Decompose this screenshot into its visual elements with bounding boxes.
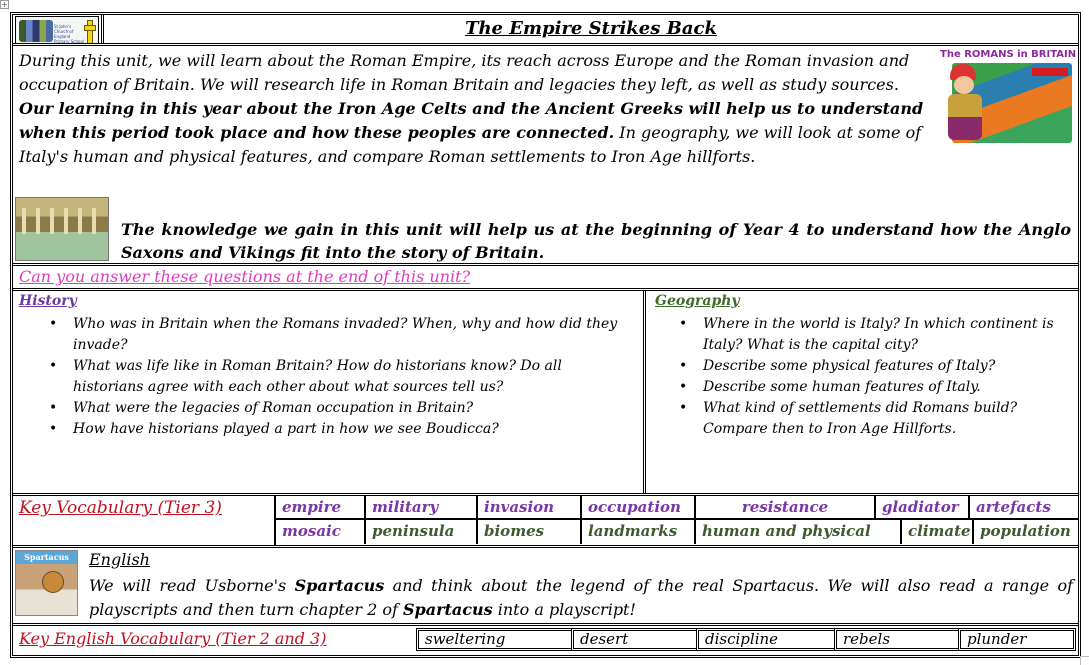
vocab-word: peninsula xyxy=(366,520,478,544)
knowledge-organiser xyxy=(10,12,1081,658)
vocab-word: desert xyxy=(571,628,696,651)
vocab-word: human and physical xyxy=(696,520,902,544)
columns xyxy=(22,208,102,234)
vocab-word: discipline xyxy=(696,628,834,651)
vocab-word: landmarks xyxy=(582,520,696,544)
vocab-word: occupation xyxy=(582,496,696,518)
school-logo-text: St John's Church of England Primary School xyxy=(54,24,85,44)
english-heading: English xyxy=(89,550,150,569)
english-description xyxy=(89,574,1073,622)
shield-illustration xyxy=(42,571,64,593)
list-item: • What kind of settlements did Romans build? Compare then to Iron Age Hillforts. xyxy=(679,398,1079,440)
vocab-word: climate xyxy=(902,520,974,544)
vocabulary-row-2 xyxy=(276,520,1078,544)
list-item: • How have historians played a part in how we see Boudicca? xyxy=(49,419,629,440)
roman-baths-photo xyxy=(15,197,109,261)
intro-text-part2: In geography, we will look at some of Italy's human and physical features, and compare Roman settlements to Iron Age hillforts. xyxy=(19,123,922,166)
key-vocabulary-label: Key Vocabulary (Tier 3) xyxy=(19,498,222,518)
romans-image-caption: The ROMANS in BRITAIN xyxy=(940,49,1077,60)
vocabulary-row-1 xyxy=(276,496,1078,520)
vocab-word: military xyxy=(366,496,478,518)
history-heading: History xyxy=(19,293,77,309)
english-section xyxy=(13,548,1078,626)
questions-prompt: Can you answer these questions at the end of this unit? xyxy=(19,267,471,286)
intro-text-bold: Our learning in this year about the Iron Age Celts and the Ancient Greeks will help us to understand when this period took place and how these peoples are connected. xyxy=(19,99,924,142)
list-item: • Who was in Britain when the Romans invaded? When, why and how did they invade? xyxy=(49,314,629,356)
romans-in-britain-image xyxy=(940,49,1077,145)
english-vocabulary-grid xyxy=(416,628,1076,651)
vocab-word: sweltering xyxy=(416,628,571,651)
english-text-1: We will read Usborne's xyxy=(89,576,295,595)
english-text-3: into a playscript! xyxy=(492,600,636,619)
key-english-vocabulary-label: Key English Vocabulary (Tier 2 and 3) xyxy=(19,629,327,648)
knowledge-statement: The knowledge we gain in this unit will help us at the beginning of Year 4 to understand how the Anglo Saxons and Vikings fit into the story of Britain. xyxy=(121,220,1071,262)
vocabulary-grid xyxy=(274,496,1078,545)
header-row xyxy=(13,15,1078,46)
history-column xyxy=(13,291,646,493)
intro-paragraph xyxy=(19,49,1077,169)
face xyxy=(954,76,974,94)
book-title: Spartacus xyxy=(402,600,493,619)
list-item: • What were the legacies of Roman occupation in Britain? xyxy=(49,398,629,419)
vocab-word: rebels xyxy=(834,628,958,651)
geography-questions xyxy=(679,314,1079,440)
resize-handle[interactable] xyxy=(1080,656,1089,665)
questions-prompt-row xyxy=(13,266,1078,291)
list-item: • Describe some physical features of Italy? xyxy=(679,356,1079,377)
geography-column xyxy=(649,291,1078,493)
questions-section xyxy=(13,291,1078,496)
vocab-word: mosaic xyxy=(276,520,366,544)
cross-icon xyxy=(84,20,94,42)
list-item: • Where in the world is Italy? In which continent is Italy? What is the capital city? xyxy=(679,314,1079,356)
vocab-word: plunder xyxy=(958,628,1076,651)
table-move-handle-icon[interactable]: + xyxy=(1,0,8,9)
vocab-word: invasion xyxy=(478,496,582,518)
page-title: The Empire Strikes Back xyxy=(465,18,717,39)
map-banner xyxy=(1032,68,1068,76)
armour xyxy=(948,94,982,140)
school-logo xyxy=(15,16,99,44)
geography-heading: Geography xyxy=(655,293,740,309)
vocab-word: resistance xyxy=(696,496,876,518)
spartacus-book-cover xyxy=(15,550,78,616)
vocab-word: artefacts xyxy=(976,498,1051,516)
vocab-word: empire xyxy=(276,496,366,518)
list-item: • Describe some human features of Italy. xyxy=(679,377,1079,398)
english-text-2: and think about the legend of the real Spartacus. We will also read a range of playscripts and then turn chapter 2 of xyxy=(89,576,1074,619)
list-item: • What was life like in Roman Britain? How do historians know? Do all historians agree with each other about what sources tell us? xyxy=(49,356,629,398)
roman-soldier-illustration xyxy=(944,64,986,144)
key-english-vocabulary-section xyxy=(13,626,1078,655)
vocab-word: population xyxy=(980,522,1071,540)
school-logo-children-image xyxy=(19,20,53,42)
intro-section xyxy=(13,46,1078,266)
history-questions xyxy=(49,314,629,440)
key-vocabulary-section xyxy=(13,496,1078,548)
book-cover-title: Spartacus xyxy=(24,552,69,562)
vocab-word: biomes xyxy=(478,520,582,544)
book-title: Spartacus xyxy=(294,576,385,595)
intro-text-part1: During this unit, we will learn about the Roman Empire, its reach across Europe and the Roman invasion and occupation of Britain. We will research life in Roman Britain and legacies they left, as well as study sources. xyxy=(19,51,910,94)
vocab-word: gladiator xyxy=(876,496,970,518)
